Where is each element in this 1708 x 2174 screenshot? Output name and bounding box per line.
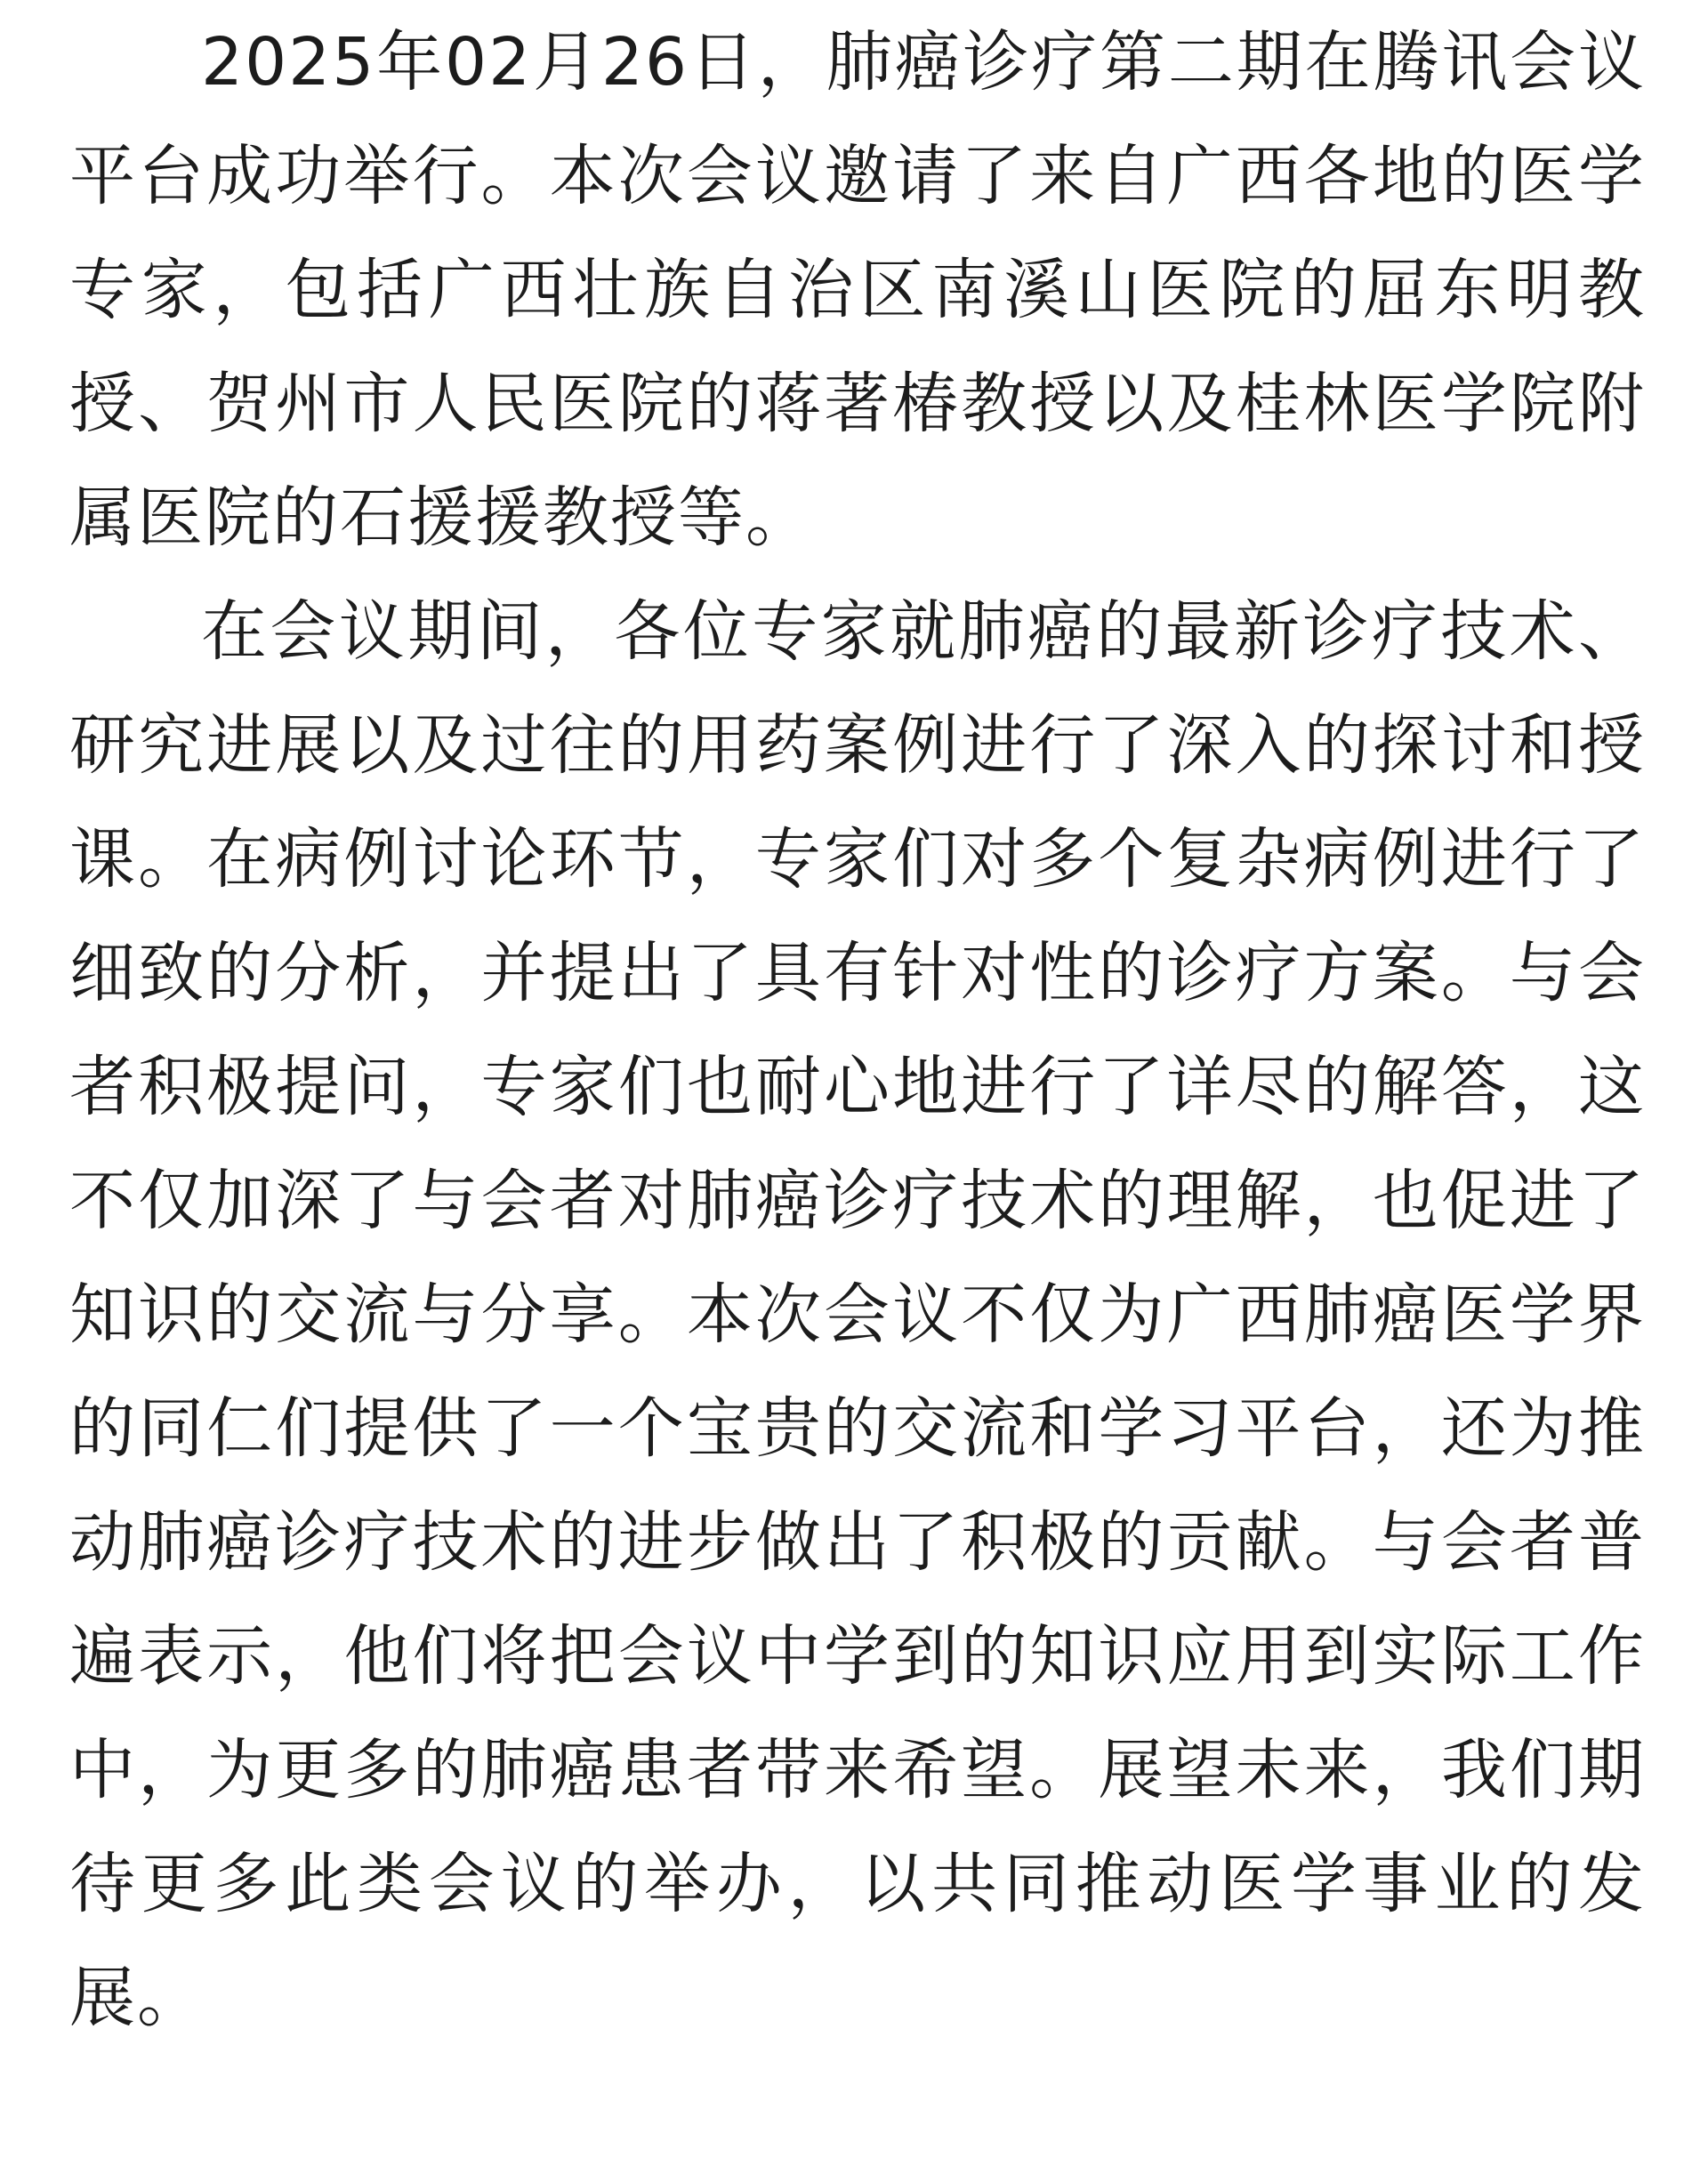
article-body: [69, 5, 1646, 2055]
paragraph-meeting-announcement: 2025年02月26日，肺癌诊疗第二期在腾讯会议平台成功举行。本次会议邀请了来自广西各地的医学专家，包括广西壮族自治区南溪山医院的屈东明教授、贺州市人民医院的蒋著椿教授以及桂林医学院附属医院的石援援教授等。: [69, 24, 1646, 556]
paragraph-meeting-summary: 在会议期间，各位专家就肺癌的最新诊疗技术、研究进展以及过往的用药案例进行了深入的探讨和授课。在病例讨论环节，专家们对多个复杂病例进行了细致的分析，并提出了具有针对性的诊疗方案。与会者积极提问，专家们也耐心地进行了详尽的解答，这不仅加深了与会者对肺癌诊疗技术的理解，也促进了知识的交流与分享。本次会议不仅为广西肺癌医学界的同仁们提供了一个宝贵的交流和学习平台，还为推动肺癌诊疗技术的进步做出了积极的贡献。与会者普遍表示，他们将把会议中学到的知识应用到实际工作中，为更多的肺癌患者带来希望。展望未来，我们期待更多此类会议的举办，以共同推动医学事业的发展。: [69, 593, 1646, 2036]
